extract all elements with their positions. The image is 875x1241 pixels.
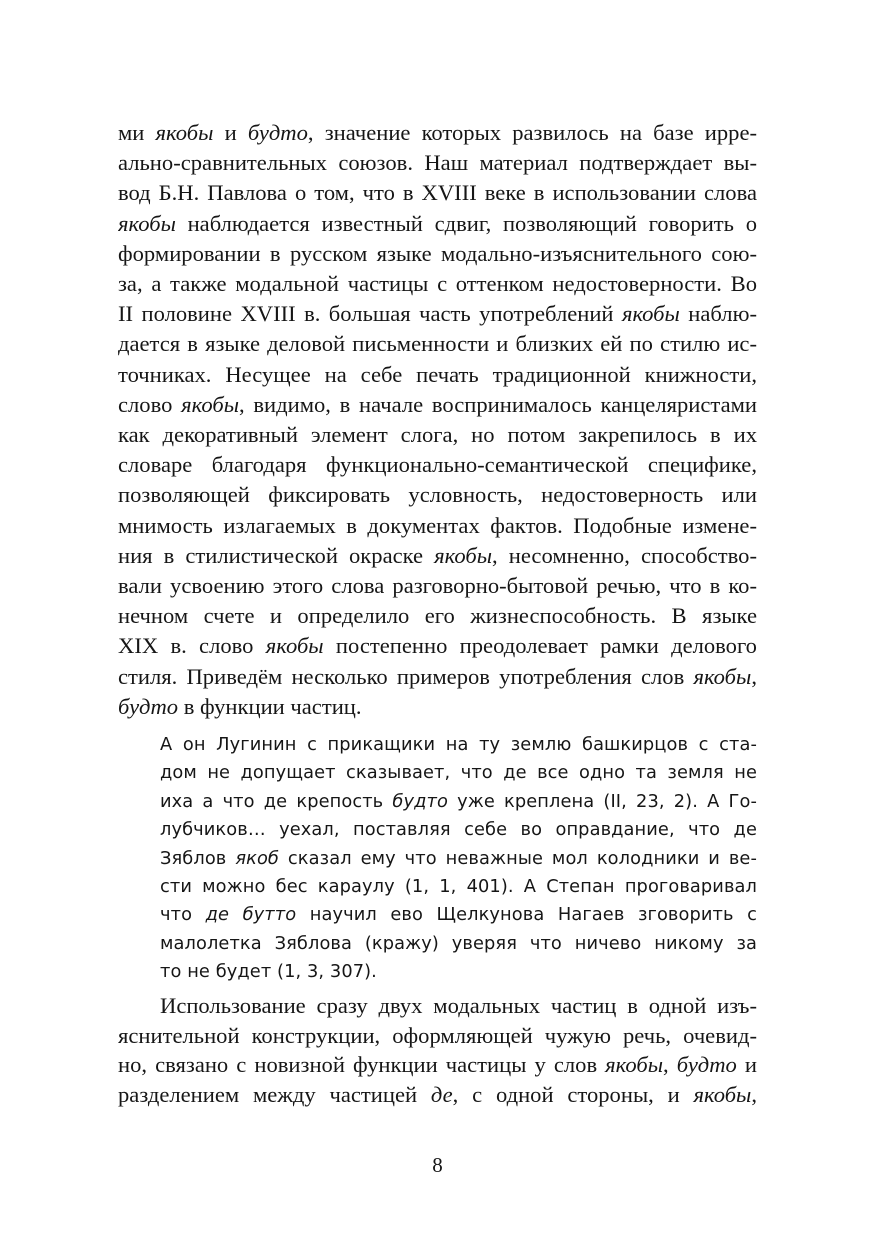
text-line bbox=[160, 929, 757, 959]
text-line bbox=[118, 148, 757, 178]
text-line bbox=[160, 844, 757, 874]
text-run: ально-сравнительных союзов. Наш материал подтверждает вы- bbox=[118, 150, 757, 176]
italic-term: де бутто bbox=[205, 904, 297, 926]
text-run: и bbox=[213, 120, 248, 145]
text-line bbox=[118, 1050, 757, 1080]
text-run: яснительной конструкции, оформляющей чужую речь, очевид- bbox=[118, 1022, 757, 1048]
italic-term: якобы bbox=[155, 120, 214, 145]
text-run: А он Лугинин с прикащики на ту землю башкирцов с ста- bbox=[160, 734, 757, 755]
page-number: 8 bbox=[432, 1153, 443, 1177]
text-line bbox=[118, 601, 757, 631]
italic-term: якобы bbox=[693, 663, 752, 689]
text-run: , с одной стороны, и bbox=[452, 1081, 694, 1107]
text-line bbox=[118, 420, 757, 450]
text-run: постепенно преодолевает рамки делового bbox=[323, 633, 757, 659]
text-line bbox=[118, 299, 757, 329]
italic-term: якобы bbox=[621, 301, 680, 327]
text-run: научил ево Щелкунова Нагаев зговорить с bbox=[296, 904, 757, 926]
text-run: уже креплена (II, 23, 2). А Го- bbox=[447, 790, 757, 812]
text-run: формировании в русском языке модально-изъяснительного сою- bbox=[118, 240, 757, 266]
text-run: за, а также модальной частицы с оттенком недостоверности. Во bbox=[118, 271, 757, 296]
text-run: , bbox=[663, 1052, 677, 1077]
text-run: мнимость излагаемых в документах фактов. Подобные измене- bbox=[118, 512, 757, 538]
text-line bbox=[118, 239, 757, 269]
italic-term: якобы bbox=[434, 542, 493, 568]
italic-term: будто bbox=[247, 120, 308, 145]
text-run: слово bbox=[118, 391, 182, 417]
italic-term: будто bbox=[392, 790, 448, 812]
text-run: позволяющей фиксировать условность, недостоверность или bbox=[118, 482, 757, 508]
italic-term: якоб bbox=[235, 847, 279, 869]
text-run: но, связано с новизной функции частицы у слов bbox=[118, 1052, 606, 1077]
text-run: точниках. Несущее на себе печать традиционной книжности, bbox=[118, 361, 757, 387]
text-run: иха а что де крепость bbox=[160, 790, 393, 812]
text-line bbox=[118, 178, 757, 208]
text-run: дом не допущает сказывает, что де все одно та земля не bbox=[160, 762, 757, 784]
text-run: , bbox=[751, 1081, 757, 1107]
text-run: в функции частиц. bbox=[178, 693, 362, 719]
text-line bbox=[160, 787, 757, 817]
text-run: ми bbox=[118, 120, 156, 145]
text-line bbox=[118, 662, 757, 692]
text-run: наблю- bbox=[679, 301, 757, 327]
text-run: малолетка Зяблова (кражу) уверяя что ничево никому за bbox=[160, 932, 757, 954]
text-line bbox=[118, 480, 757, 510]
text-line bbox=[118, 541, 757, 571]
text-line bbox=[160, 815, 757, 845]
italic-term: де bbox=[430, 1081, 453, 1107]
text-run: сти можно бес караулу (1, 1, 401). А Степан проговаривал bbox=[160, 876, 757, 897]
text-line bbox=[118, 1080, 757, 1110]
text-line bbox=[118, 269, 757, 299]
italic-term: якобы bbox=[693, 1081, 752, 1107]
text-line bbox=[160, 957, 757, 987]
italic-term: якобы bbox=[118, 210, 176, 236]
text-run: II половине XVIII в. большая часть употреблений bbox=[118, 301, 622, 327]
text-run: , значение которых развилось на базе ирре- bbox=[307, 120, 757, 145]
text-line bbox=[118, 511, 757, 541]
text-line bbox=[160, 730, 757, 760]
text-run: вали усвоению этого слова разговорно-бытовой речью, что в ко- bbox=[118, 573, 757, 598]
text-run: ния в стилистической окраске bbox=[118, 542, 435, 568]
text-line bbox=[160, 758, 757, 788]
text-run: стиля. Приведём несколько примеров употребления слов bbox=[118, 663, 694, 689]
italic-term: якобы bbox=[605, 1052, 664, 1077]
text-run: XIX в. слово bbox=[118, 633, 266, 659]
text-run: сказал ему что неважные мол колодники и ве- bbox=[279, 847, 757, 869]
text-run: лубчиков… уехал, поставляя себе во оправдание, что де bbox=[160, 819, 757, 841]
text-line bbox=[118, 209, 757, 239]
text-run: и bbox=[736, 1052, 757, 1077]
text-line bbox=[160, 872, 757, 902]
text-line bbox=[118, 329, 757, 359]
text-run: как декоративный элемент слога, но потом закрепилось в их bbox=[118, 422, 757, 447]
italic-term: якобы bbox=[265, 633, 324, 659]
text-line bbox=[160, 991, 757, 1021]
text-line bbox=[118, 571, 757, 601]
text-run: разделением между частицей bbox=[118, 1081, 431, 1107]
italic-term: будто bbox=[118, 693, 179, 719]
text-line bbox=[118, 692, 757, 722]
text-run: , несомненно, способство- bbox=[492, 542, 757, 568]
text-run: Зяблов bbox=[160, 847, 236, 869]
text-run: наблюдается известный сдвиг, позволяющий говорить о bbox=[175, 210, 757, 236]
text-run: , bbox=[751, 663, 757, 689]
text-run: , видимо, в начале воспринималось канцеляристами bbox=[239, 391, 757, 417]
text-run: Использование сразу двух модальных частиц в одной изъ- bbox=[160, 993, 757, 1018]
text-run: дается в языке деловой письменности и близких ей по стилю ис- bbox=[118, 331, 757, 357]
text-run: нечном счете и определило его жизнеспособность. В языке bbox=[118, 603, 757, 629]
text-line bbox=[118, 1021, 757, 1051]
text-line bbox=[118, 118, 757, 148]
text-line bbox=[160, 900, 757, 930]
text-run: словаре благодаря функционально-семантической специфике, bbox=[118, 452, 757, 478]
text-run: вод Б.Н. Павлова о том, что в XVIII веке в использовании слова bbox=[118, 180, 757, 206]
text-line bbox=[118, 450, 757, 480]
text-run: что bbox=[160, 904, 206, 926]
text-run: то не будет (1, 3, 307). bbox=[160, 961, 377, 983]
text-line bbox=[118, 360, 757, 390]
italic-term: будто bbox=[676, 1052, 737, 1077]
text-line bbox=[118, 390, 757, 420]
text-line bbox=[118, 631, 757, 661]
italic-term: якобы bbox=[181, 391, 239, 417]
